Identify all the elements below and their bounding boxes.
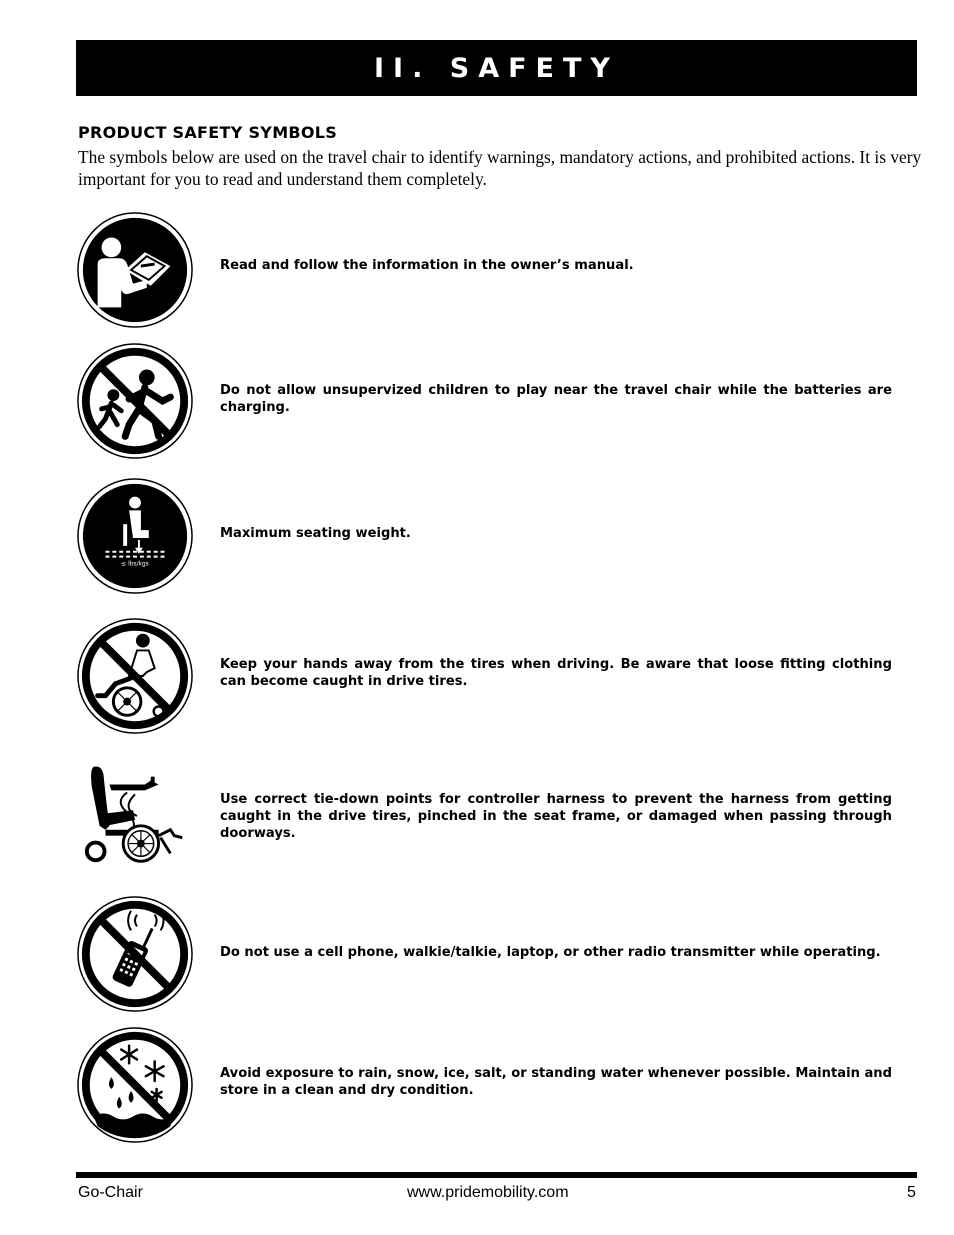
symbol-description-read-manual: Read and follow the information in the owner’s manual.: [220, 258, 634, 273]
symbol-description-no-radio-transmitter: Do not use a cell phone, walkie/talkie, laptop, or other radio transmitter while operating.: [220, 945, 881, 960]
symbol-description-controller-harness: Use correct tie-down points for controller harness to prevent the harness from getting caught in the drive tires, pinched in the seat frame, or damaged when passing through doorways.: [220, 792, 892, 841]
symbol-description-hands-away-tires: Keep your hands away from the tires when driving. Be aware that loose fitting clothing can become caught in drive tires.: [220, 657, 892, 689]
no-weather-exposure-icon: [76, 1026, 194, 1144]
power-chair-harness-icon: [76, 757, 194, 875]
intro-paragraph: The symbols below are used on the travel chair to identify warnings, mandatory actions, and prohibited actions. It is very important for you to read and understand them completely.: [78, 147, 922, 189]
symbol-description-no-children: Do not allow unsupervized children to play near the travel chair while the batteries are charging.: [220, 383, 892, 415]
symbol-description-max-weight: Maximum seating weight.: [220, 526, 411, 541]
footer-page-number: 5: [907, 1184, 916, 1201]
symbol-description-no-weather-exposure: Avoid exposure to rain, snow, ice, salt, or standing water whenever possible. Maintain and store in a clean and dry condition.: [220, 1066, 892, 1098]
footer-rule: [76, 1172, 917, 1178]
read-manual-icon: [76, 211, 194, 329]
section-title: II. SAFETY: [374, 52, 619, 84]
no-radio-transmitter-icon: [76, 895, 194, 1013]
section-heading: PRODUCT SAFETY SYMBOLS: [78, 123, 338, 142]
max-weight-icon: [76, 477, 194, 595]
footer-website: www.pridemobility.com: [407, 1184, 569, 1201]
section-banner: [76, 40, 917, 96]
weight-caption: ≤ lbs/kgs: [121, 561, 149, 568]
hands-away-tires-icon: [76, 617, 194, 735]
no-children-icon: [76, 342, 194, 460]
footer-product-name: Go-Chair: [78, 1184, 143, 1201]
